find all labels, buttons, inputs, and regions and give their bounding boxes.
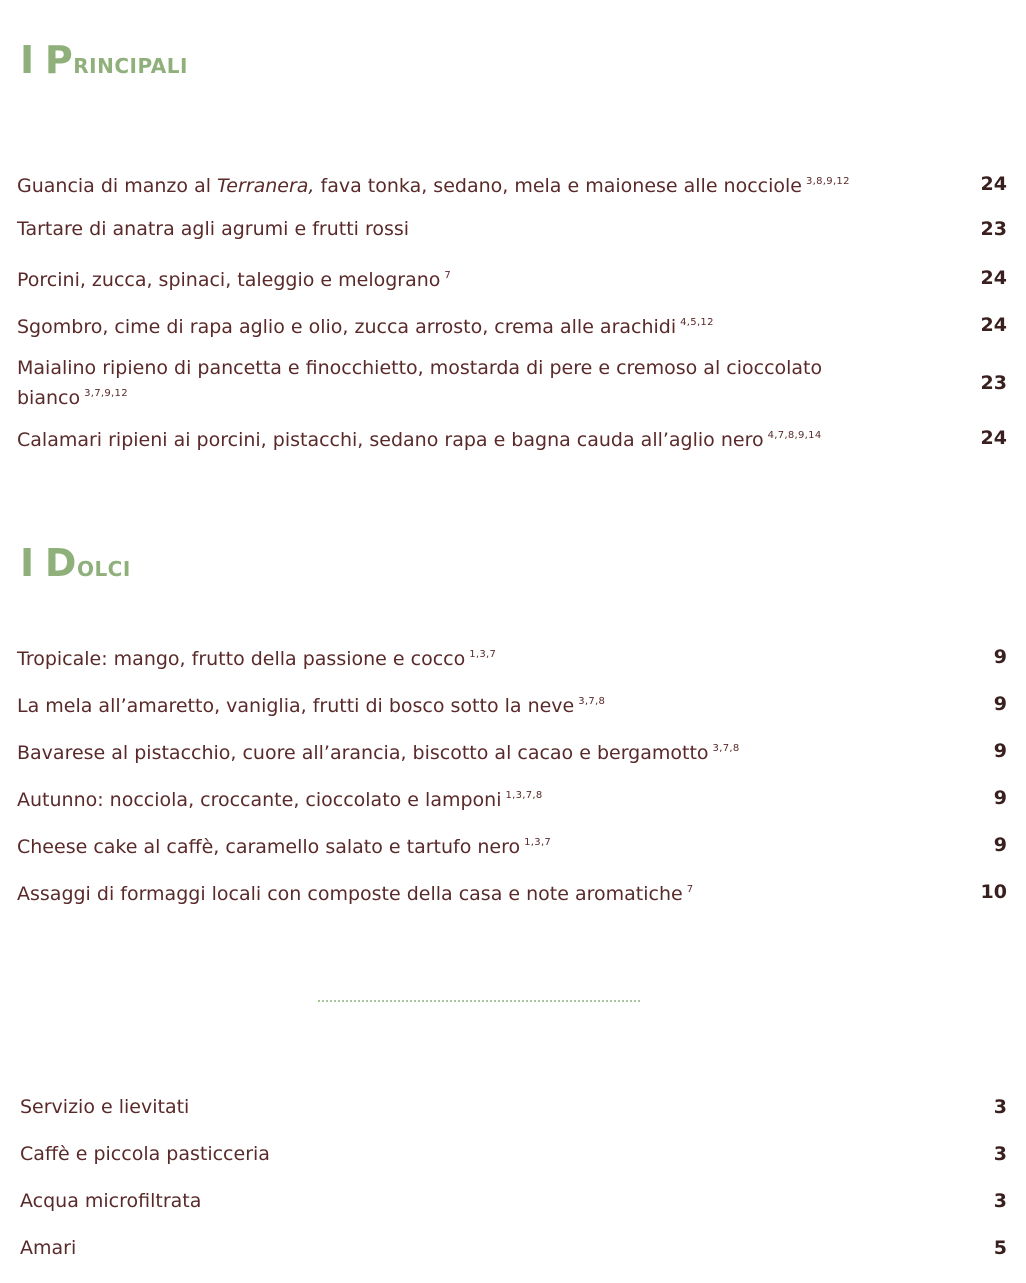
allergen-codes: 1,3,7,8 (505, 790, 543, 801)
allergen-codes: 3,7,8 (578, 696, 606, 707)
menu-item-description: Porcini, zucca, spinaci, taleggio e melograno $^7$ (17, 269, 452, 291)
menu-item-price: 24 (980, 173, 1007, 195)
menu-item-description: La mela all’amaretto, vaniglia, frutti di bosco sotto la neve $^{3,7,8}$ (17, 695, 606, 717)
menu-item-price: 10 (980, 881, 1007, 903)
menu-item-price: 9 (993, 787, 1007, 809)
section-title-principali: I Principali (20, 38, 188, 82)
allergen-codes: 3,8,9,12 (806, 176, 850, 187)
menu-item (17, 783, 1007, 813)
allergen-codes: 3,7,8 (712, 743, 740, 754)
extra-item (20, 1235, 1007, 1261)
dotted-divider (318, 1000, 640, 1002)
extra-item-price: 3 (993, 1143, 1007, 1165)
extra-item (20, 1094, 1007, 1120)
menu-item-price: 23 (980, 218, 1007, 240)
menu-item (17, 169, 1007, 199)
extra-item (20, 1141, 1007, 1167)
menu-item-price: 24 (980, 267, 1007, 289)
menu-item-description: Tartare di anatra agli agrumi e frutti rossi (17, 218, 410, 240)
allergen-codes: 3,7,9,12 (84, 388, 128, 399)
menu-item-price: 9 (993, 693, 1007, 715)
menu-item-description: Tropicale: mango, frutto della passione e cocco $^{1,3,7}$ (17, 648, 497, 670)
menu-item-description: Guancia di manzo al Terranera, fava tonka, sedano, mela e maionese alle nocciole $^{3,8,9,12}$ (17, 175, 850, 197)
menu-item-price: 9 (993, 646, 1007, 668)
menu-item-description: Sgombro, cime di rapa aglio e olio, zucca arrosto, crema alle arachidi $^{4,5,12}$ (17, 316, 714, 338)
menu-item (17, 355, 1007, 411)
menu-item-description: Bavarese al pistacchio, cuore all’arancia, biscotto al cacao e bergamotto $^{3,7,8}$ (17, 742, 740, 764)
menu-item-description: Cheese cake al caffè, caramello salato e tartufo nero $^{1,3,7}$ (17, 836, 552, 858)
menu-item-description: Calamari ripieni ai porcini, pistacchi, sedano rapa e bagna cauda all’aglio nero $^{4,7,8,9,14}$ (17, 429, 822, 451)
allergen-codes: 7 (686, 884, 694, 895)
menu-item-price: 24 (980, 427, 1007, 449)
menu-item (17, 689, 1007, 719)
menu-item (17, 642, 1007, 672)
extra-item-label: Servizio e lievitati (20, 1096, 190, 1118)
extra-item-label: Caffè e piccola pasticceria (20, 1143, 270, 1165)
extra-item-price: 3 (993, 1190, 1007, 1212)
menu-item-description: Autunno: nocciola, croccante, cioccolato e lamponi $^{1,3,7,8}$ (17, 789, 543, 811)
extra-item-price: 3 (993, 1096, 1007, 1118)
menu-item (17, 263, 1007, 293)
menu-item-price: 24 (980, 314, 1007, 336)
menu-item (17, 830, 1007, 860)
menu-item-description: Maialino ripieno di pancetta e finocchietto, mostarda di pere e cremoso al cioccolato bianco $^{3,7,9,12}$ (17, 357, 823, 409)
extra-item-label: Acqua microfiltrata (20, 1190, 202, 1212)
allergen-codes: 4,7,8,9,14 (767, 430, 822, 441)
section-title-dolci: I Dolci (20, 541, 131, 585)
menu-item (17, 216, 1007, 242)
allergen-codes: 1,3,7 (524, 837, 552, 848)
extra-item-label: Amari (20, 1237, 77, 1259)
menu-item (17, 310, 1007, 340)
menu-item (17, 736, 1007, 766)
allergen-codes: 7 (444, 270, 452, 281)
menu-item (17, 423, 1007, 453)
allergen-codes: 4,5,12 (680, 317, 714, 328)
extra-item (20, 1188, 1007, 1214)
extra-item-price: 5 (993, 1237, 1007, 1259)
menu-item-description: Assaggi di formaggi locali con composte della casa e note aromatiche $^7$ (17, 883, 694, 905)
menu-item-price: 23 (980, 372, 1007, 394)
allergen-codes: 1,3,7 (469, 649, 497, 660)
menu-item-price: 9 (993, 834, 1007, 856)
menu-item (17, 877, 1007, 907)
menu-item-price: 9 (993, 740, 1007, 762)
